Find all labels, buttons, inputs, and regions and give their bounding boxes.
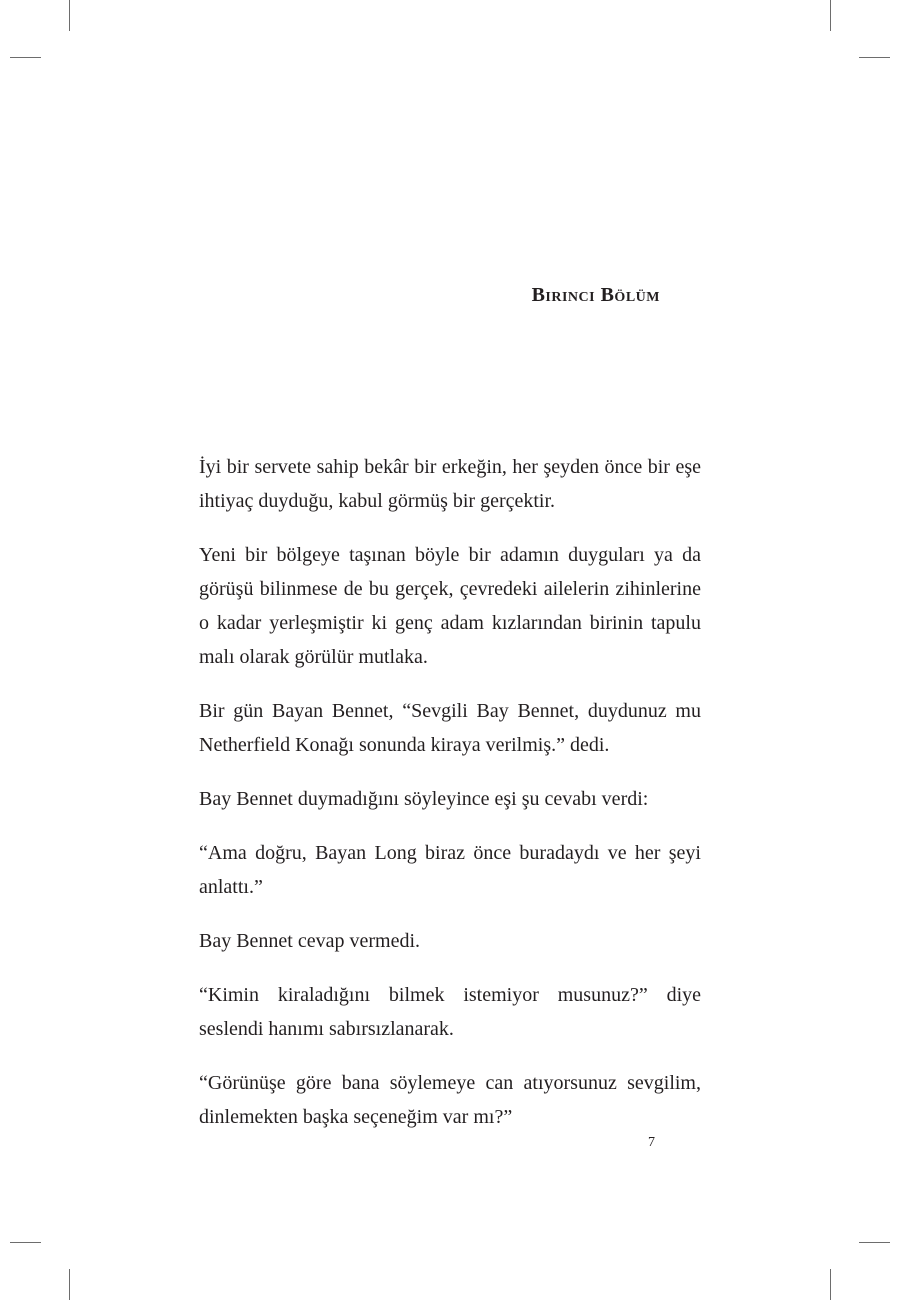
paragraph-6: Bay Bennet cevap vermedi. [199, 930, 421, 952]
crop-mark-top-right-horizontal [859, 57, 890, 58]
crop-mark-bottom-left-horizontal [10, 1242, 41, 1243]
paragraph-5: “Ama doğru, Bayan Long biraz önce buradaydı ve her şeyi anlattı.” [199, 842, 701, 898]
paragraph-3: Bir gün Bayan Bennet, “Sevgili Bay Bennet, duydunuz mu Netherfield Konağı sonunda kiraya verilmiş.” dedi. [199, 700, 701, 756]
paragraph-7: “Kimin kiraladığını bilmek istemiyor musunuz?” diye seslendi hanımı sabırsızlanarak. [199, 984, 701, 1040]
crop-mark-top-left-vertical [69, 0, 70, 31]
page-number: 7 [648, 1135, 655, 1150]
crop-mark-bottom-right-vertical [830, 1269, 831, 1300]
chapter-title: Birinci Bölüm [531, 284, 660, 306]
body-text [199, 450, 701, 1154]
paragraph-8: “Görünüşe göre bana söylemeye can atıyorsunuz sevgilim, dinlemekten başka seçeneğim var mı?” [199, 1072, 701, 1128]
crop-mark-bottom-left-vertical [69, 1269, 70, 1300]
crop-mark-top-right-vertical [830, 0, 831, 31]
crop-mark-bottom-right-horizontal [859, 1242, 890, 1243]
crop-mark-top-left-horizontal [10, 57, 41, 58]
paragraph-4: Bay Bennet duymadığını söyleyince eşi şu cevabı verdi: [199, 788, 649, 810]
paragraph-2: Yeni bir bölgeye taşınan böyle bir adamın duyguları ya da görüşü bilinmese de bu gerçek, çevredeki ailelerin zihinlerine o kadar yerleşmiştir ki genç adam kızlarından birinin tapulu malı olarak görülür mutlaka. [199, 544, 701, 668]
paragraph-1: İyi bir servete sahip bekâr bir erkeğin, her şeyden önce bir eşe ihtiyaç duyduğu, kabul görmüş bir gerçektir. [199, 456, 701, 512]
